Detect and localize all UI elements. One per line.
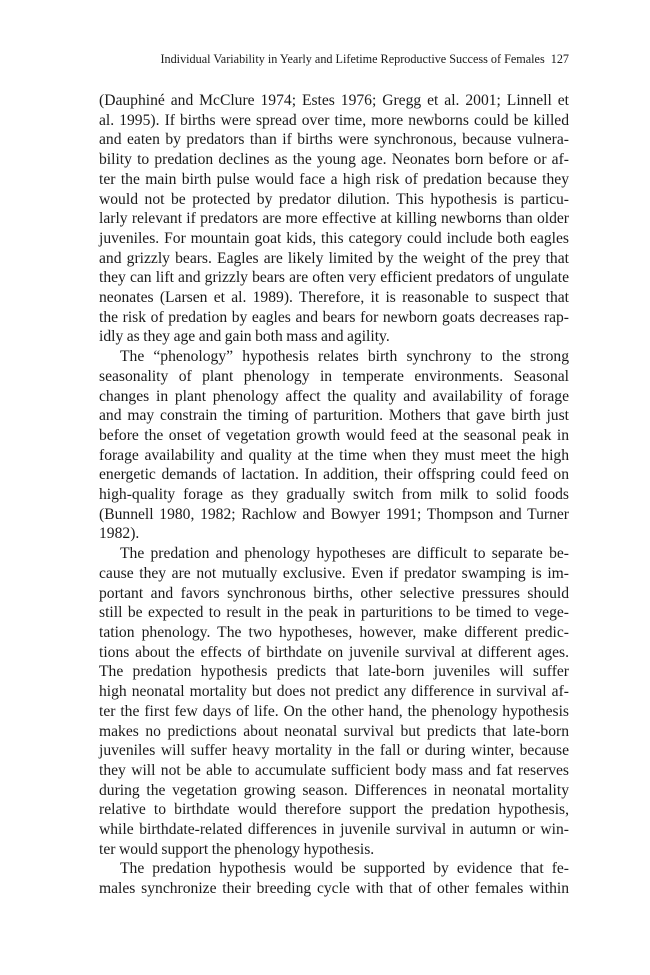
text-line: portant and favors synchronous births, other selective pressures should xyxy=(99,584,569,602)
text-line: The “phenology” hypothesis relates birth synchrony to the strong xyxy=(120,348,569,366)
text-line: high neonatal mortality but does not predict any difference in survival af- xyxy=(99,683,569,701)
text-line: neonates (Larsen et al. 1989). Therefore, it is reasonable to suspect that xyxy=(99,289,569,307)
text-line: tation phenology. The two hypotheses, however, make different predic- xyxy=(99,623,569,641)
text-line: (Bunnell 1980, 1982; Rachlow and Bowyer 1991; Thompson and Turner xyxy=(99,505,569,523)
text-line: and may constrain the timing of parturition. Mothers that gave birth just xyxy=(99,407,569,425)
text-line: idly as they age and gain both mass and agility. xyxy=(99,328,390,346)
running-title: Individual Variability in Yearly and Lifetime Reproductive Success of Females xyxy=(160,52,545,66)
page-number: 127 xyxy=(550,52,569,66)
text-line: and eaten by predators than if births were synchronous, because vulnera- xyxy=(99,131,569,149)
text-line: The predation hypothesis would be supported by evidence that fe- xyxy=(120,860,569,878)
text-line: makes no predictions about neonatal survival but predicts that late-born xyxy=(99,722,569,740)
text-line: they can lift and grizzly bears are often very efficient predators of ungulate xyxy=(99,269,569,287)
text-line: still be expected to result in the peak in parturitions to be timed to vege- xyxy=(99,604,569,622)
text-line: they will not be able to accumulate sufficient body mass and fat reserves xyxy=(99,761,569,779)
text-line: ter would support the phenology hypothesis. xyxy=(99,840,375,858)
text-line: during the vegetation growing season. Differences in neonatal mortality xyxy=(99,781,569,799)
text-line: bility to predation declines as the young age. Neonates born before or af- xyxy=(99,151,569,169)
text-line: while birthdate-related differences in juvenile survival in autumn or win- xyxy=(99,821,569,839)
text-line: juveniles. For mountain goat kids, this category could include both eagles xyxy=(99,229,569,247)
text-line: larly relevant if predators are more effective at killing newborns than older xyxy=(99,210,569,228)
text-line: energetic demands of lactation. In addition, their offspring could feed on xyxy=(99,466,569,484)
text-line: before the onset of vegetation growth would feed at the seasonal peak in xyxy=(99,426,569,444)
text-line: seasonality of plant phenology in temperate environments. Seasonal xyxy=(99,367,569,385)
text-line: changes in plant phenology affect the quality and availability of forage xyxy=(99,387,569,405)
text-line: cause they are not mutually exclusive. Even if predator swamping is im- xyxy=(99,564,569,582)
text-line: tions about the effects of birthdate on juvenile survival at different ages. xyxy=(99,643,569,661)
text-line: 1982). xyxy=(99,525,140,543)
running-head xyxy=(99,50,569,68)
body-text xyxy=(99,91,569,899)
text-line: ter the main birth pulse would face a high risk of predation because they xyxy=(99,170,569,188)
text-line: The predation hypothesis predicts that late-born juveniles will suffer xyxy=(99,663,569,681)
text-line: ter the first few days of life. On the other hand, the phenology hypothesis xyxy=(99,702,569,720)
text-line: and grizzly bears. Eagles are likely limited by the weight of the prey that xyxy=(99,249,569,267)
text-line: the risk of predation by eagles and bears for newborn goats decreases rap- xyxy=(99,308,569,326)
book-page xyxy=(99,50,569,899)
text-line: relative to birthdate would therefore support the predation hypothesis, xyxy=(99,801,569,819)
text-line: juveniles will suffer heavy mortality in the fall or during winter, because xyxy=(99,742,569,760)
text-line: The predation and phenology hypotheses are difficult to separate be- xyxy=(120,545,569,563)
text-line: al. 1995). If births were spread over time, more newborns could be killed xyxy=(99,111,569,129)
text-line: high-quality forage as they gradually switch from milk to solid foods xyxy=(99,486,569,504)
text-line: (Dauphiné and McClure 1974; Estes 1976; Gregg et al. 2001; Linnell et xyxy=(99,92,569,109)
text-line: forage availability and quality at the time when they must meet the high xyxy=(99,446,569,464)
text-line: would not be protected by predator dilution. This hypothesis is particu- xyxy=(99,190,569,208)
text-line: males synchronize their breeding cycle with that of other females within xyxy=(99,880,569,898)
